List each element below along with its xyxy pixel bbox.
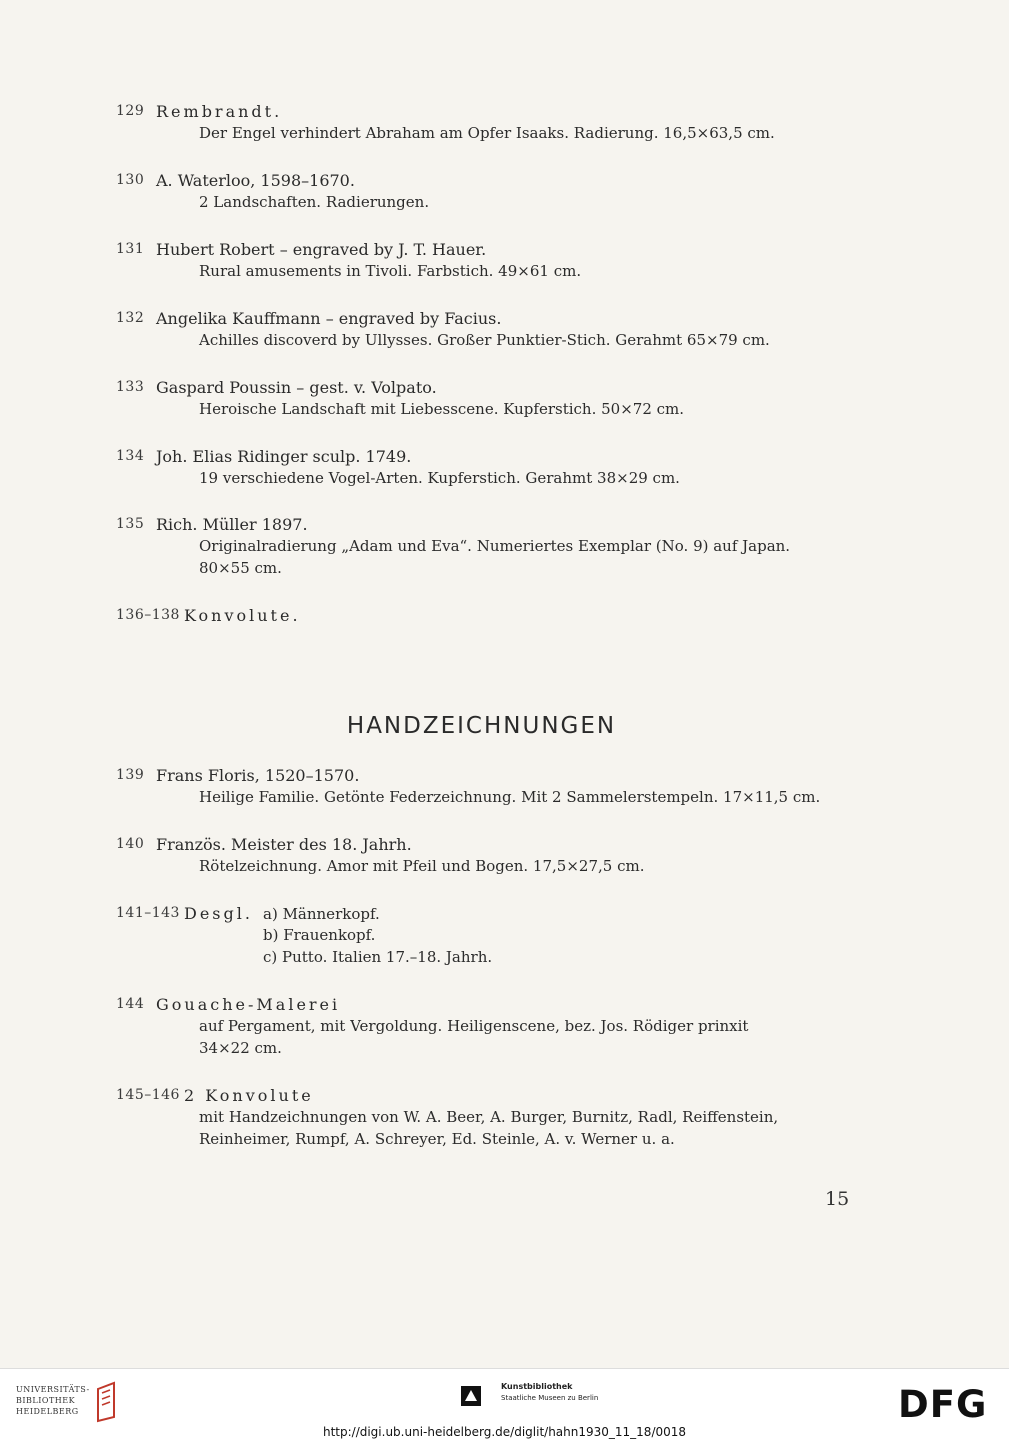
library-line: UNIVERSITÄTS- (16, 1385, 90, 1394)
entry-heading: Französ. Meister des 18. Jahrh. (156, 835, 412, 854)
entry-description: 80×55 cm. (199, 559, 282, 577)
entry-description: mit Handzeichnungen von W. A. Beer, A. Burger, Burnitz, Radl, Reiffenstein, (199, 1108, 779, 1126)
entry-heading: Frans Floris, 1520–1570. (156, 766, 360, 785)
entry-description: auf Pergament, mit Vergoldung. Heiligenscene, bez. Jos. Rödiger prinxit (199, 1017, 749, 1035)
entry-number: 134 (116, 448, 145, 464)
library-line: BIBLIOTHEK (16, 1396, 76, 1405)
entry-heading: 2 Konvolute (184, 1086, 314, 1105)
entry-description: c) Putto. Italien 17.–18. Jahrh. (263, 948, 493, 966)
kb-subtitle: Staatliche Museen zu Berlin (501, 1394, 599, 1402)
entry-heading: Joh. Elias Ridinger sculp. 1749. (156, 447, 412, 466)
entry-heading: Rich. Müller 1897. (156, 515, 308, 534)
dfg-logo[interactable]: DFG (898, 1383, 988, 1426)
entry-number: 140 (116, 836, 145, 852)
entry-number: 131 (116, 241, 145, 257)
entry-heading: Hubert Robert – engraved by J. T. Hauer. (156, 240, 487, 259)
entry-number: 139 (116, 767, 145, 783)
section-title: HANDZEICHNUNGEN (346, 713, 617, 739)
library-name[interactable] (16, 1384, 96, 1417)
library-logo-icon[interactable] (92, 1381, 122, 1423)
entry-heading: Konvolute. (184, 606, 301, 625)
entry-heading: Angelika Kauffmann – engraved by Facius. (156, 309, 502, 328)
entry-description: 2 Landschaften. Radierungen. (199, 193, 430, 211)
entry-heading: Gouache-Malerei (156, 995, 341, 1014)
entry-description: Heroische Landschaft mit Liebesscene. Kupferstich. 50×72 cm. (199, 400, 685, 418)
entry-heading: Rembrandt. (156, 102, 283, 121)
entry-description: a) Männerkopf. (263, 905, 380, 923)
entry-description: Reinheimer, Rumpf, A. Schreyer, Ed. Steinle, A. v. Werner u. a. (199, 1130, 675, 1148)
entry-description: Originalradierung „Adam und Eva“. Numeriertes Exemplar (No. 9) auf Japan. (199, 537, 791, 555)
entry-number: 145–146 (116, 1087, 180, 1103)
entry-number: 133 (116, 379, 145, 395)
kb-title: Kunstbibliothek (501, 1382, 573, 1391)
entry-heading: Gaspard Poussin – gest. v. Volpato. (156, 378, 437, 397)
entry-heading: A. Waterloo, 1598–1670. (156, 171, 355, 190)
entry-number: 129 (116, 103, 145, 119)
entry-description: 34×22 cm. (199, 1039, 282, 1057)
entry-description: Heilige Familie. Getönte Federzeichnung. Mit 2 Sammelerstempeln. 17×11,5 cm. (199, 788, 821, 806)
entry-description: Rural amusements in Tivoli. Farbstich. 49×61 cm. (199, 262, 582, 280)
kunstbibliothek-label[interactable] (501, 1382, 598, 1402)
entry-description: Rötelzeichnung. Amor mit Pfeil und Bogen. 17,5×27,5 cm. (199, 857, 645, 875)
entry-number: 135 (116, 516, 145, 532)
kunstbibliothek-logo-icon[interactable] (461, 1386, 481, 1406)
entry-number: 136–138 (116, 607, 180, 623)
entry-number: 141–143 (116, 905, 180, 921)
footer-bar (0, 1368, 1009, 1442)
permalink-url[interactable]: http://digi.ub.uni-heidelberg.de/diglit/hahn1930_11_18/0018 (322, 1425, 687, 1439)
entry-description: b) Frauenkopf. (263, 926, 376, 944)
entry-number: 130 (116, 172, 145, 188)
library-line: HEIDELBERG (16, 1407, 79, 1416)
entry-number: 144 (116, 996, 145, 1012)
entry-number: 132 (116, 310, 145, 326)
entry-description: Der Engel verhindert Abraham am Opfer Isaaks. Radierung. 16,5×63,5 cm. (199, 124, 775, 142)
page-number: 15 (825, 1188, 850, 1210)
entry-heading: Desgl. (184, 904, 253, 923)
entry-description: Achilles discoverd by Ullysses. Großer Punktier-Stich. Gerahmt 65×79 cm. (199, 331, 770, 349)
entry-description: 19 verschiedene Vogel-Arten. Kupferstich. Gerahmt 38×29 cm. (199, 469, 680, 487)
